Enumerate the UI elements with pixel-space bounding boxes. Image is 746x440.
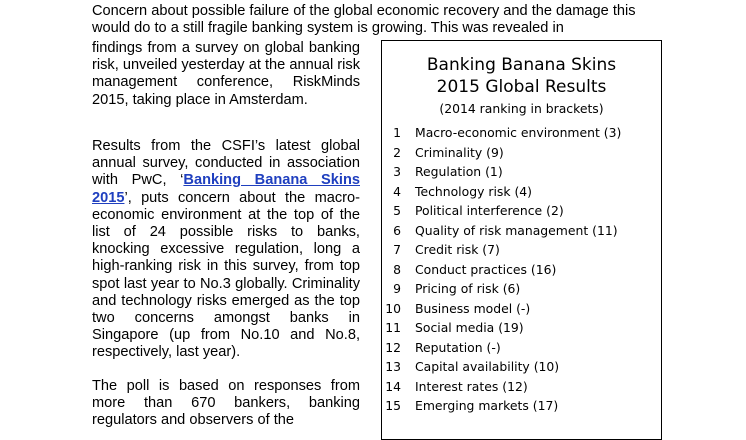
rank-number: 12 [385,339,401,355]
rank-label: Reputation (-) [415,339,501,355]
rank-number: 3 [393,164,401,179]
rank-label: Social media (19) [415,320,524,335]
rank-label: Credit risk (7) [415,242,500,257]
rankings-list [382,123,661,416]
rank-number: 13 [385,359,401,374]
box-title-line-1: Banking Banana Skins [426,55,617,75]
ranking-item [382,221,661,241]
box-subtitle: (2014 ranking in brackets) [439,101,604,116]
rank-number: 4 [393,183,401,199]
rank-number: 15 [385,398,401,413]
rank-number: 2 [393,144,401,160]
rank-number: 5 [393,203,401,218]
results-text-before-link: Results from the CSFI’s latest global annual survey, conducted in association with PwC, ‘ [92,138,360,189]
results-text-after-link: ’, puts concern about the macro-economic environment at the top of the list of 24 possible risks to banks, knocking excessive regulation, long a high-ranking risk in this survey, from top spot last year to No.3 globally. Criminality and technology risks emerged as the top two concerns amongst banks in Singapore (up from No.10 and No.8, respectively, last year). [92,189,360,361]
results-paragraph [92,138,360,362]
rank-label: Macro-economic environment (3) [415,125,622,140]
rank-number: 7 [393,242,401,257]
rank-label: Business model (-) [415,300,531,316]
ranking-item [382,162,661,182]
rank-number: 10 [385,300,401,316]
ranking-item [382,143,661,163]
ranking-item [382,318,661,338]
global-results-box [381,40,662,440]
ranking-item [382,201,661,221]
rank-label: Conduct practices (16) [415,261,557,277]
rank-label: Regulation (1) [415,164,503,179]
banking-banana-skins-link[interactable]: Banking Banana Skins 2015 [92,172,360,206]
box-title-line-2: 2015 Global Results [436,77,607,97]
rank-label: Quality of risk management (11) [415,222,618,238]
rank-number: 1 [393,125,401,140]
ranking-item [382,123,661,143]
rank-label: Emerging markets (17) [415,398,559,413]
rank-label: Capital availability (10) [415,359,560,374]
ranking-item [382,396,661,416]
survey-findings-paragraph: findings from a survey on global banking risk, unveiled yesterday at the annual risk management conference, RiskMinds 2015, taking place in Amsterdam. [92,40,360,108]
ranking-item [382,338,661,358]
rank-number: 14 [385,378,401,394]
ranking-item [382,240,661,260]
ranking-item [382,377,661,397]
rank-label: Political interference (2) [415,203,564,218]
rank-number: 11 [385,320,401,335]
poll-paragraph: The poll is based on responses from more than 670 bankers, banking regulators and observers of the [92,378,360,429]
ranking-item [382,357,661,377]
rank-number: 8 [393,261,401,277]
intro-paragraph: Concern about possible failure of the global economic recovery and the damage this would do to a still fragile banking system is growing. This was revealed in [92,3,636,37]
ranking-item [382,182,661,202]
rank-number: 9 [393,281,401,296]
rank-label: Pricing of risk (6) [415,281,521,296]
rank-number: 6 [393,222,401,238]
rank-label: Technology risk (4) [415,183,533,199]
rank-label: Criminality (9) [415,144,504,160]
ranking-item [382,260,661,280]
rank-label: Interest rates (12) [415,378,528,394]
ranking-item [382,279,661,299]
ranking-item [382,299,661,319]
